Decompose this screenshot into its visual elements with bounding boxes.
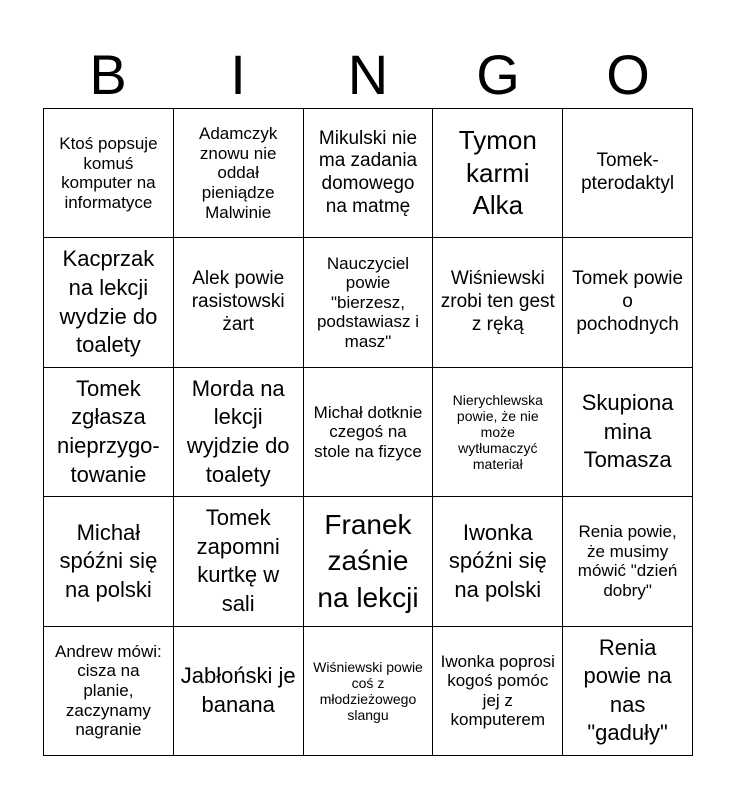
bingo-cell[interactable] — [174, 109, 304, 238]
bingo-cell[interactable] — [304, 627, 434, 756]
bingo-cell-text: Wiśniewski powie coś z młodzieżowego slangu — [313, 658, 423, 723]
bingo-cell[interactable] — [433, 627, 563, 756]
bingo-cell-text: Skupiona mina Tomasza — [581, 390, 674, 473]
bingo-cell-text: Iwonka poprosi kogoś pomóc jej z komputerem — [440, 651, 555, 730]
bingo-cell-text: Michał dotknie czegoś na stole na fizyce — [313, 402, 423, 461]
bingo-cell[interactable] — [433, 238, 563, 367]
header-letter-i: I — [230, 43, 246, 106]
bingo-cell-text: Tymon karmi Alka — [458, 125, 537, 221]
bingo-cell[interactable] — [433, 368, 563, 497]
bingo-cell[interactable] — [563, 109, 693, 238]
bingo-cell-text: Tomek-pterodaktyl — [581, 150, 675, 195]
header-letter-o: O — [606, 43, 650, 106]
bingo-cell-text: Morda na lekcji wyjdzie do toalety — [186, 375, 290, 487]
bingo-cell-text: Michał spóźni się na polski — [59, 519, 158, 602]
bingo-cell-text: Renia powie, że musimy mówić "dzień dobry" — [577, 522, 678, 600]
bingo-cell[interactable] — [304, 497, 434, 626]
bingo-cell[interactable] — [174, 497, 304, 626]
bingo-header — [43, 42, 693, 108]
bingo-cell-text: Mikulski nie ma zadania domowego na matmę — [318, 127, 418, 217]
bingo-cell[interactable] — [563, 238, 693, 367]
bingo-cell-text: Andrew mówi: cisza na planie, zaczynamy nagranie — [55, 641, 162, 740]
header-letter-b: B — [89, 43, 127, 106]
bingo-cell[interactable] — [44, 238, 174, 367]
bingo-cell-text: Wiśniewski zrobi ten gest z ręką — [440, 268, 555, 335]
bingo-cell[interactable] — [433, 109, 563, 238]
bingo-cell-text: Jabłoński je banana — [180, 663, 296, 717]
bingo-cell-text: Tomek powie o pochodnych — [572, 268, 684, 335]
bingo-cell-text: Iwonka spóźni się na polski — [448, 519, 547, 602]
bingo-cell[interactable] — [563, 627, 693, 756]
bingo-cell-text: Nauczyciel powie "bierzesz, podstawiasz i masz" — [316, 253, 420, 351]
bingo-cell[interactable] — [433, 497, 563, 626]
header-letter-n: N — [347, 43, 389, 106]
bingo-cell[interactable] — [44, 368, 174, 497]
bingo-cell[interactable] — [174, 238, 304, 367]
bingo-grid — [43, 108, 693, 756]
bingo-cell-text: Ktoś popsuje komuś komputer na informatyce — [59, 134, 158, 212]
bingo-cell[interactable] — [174, 368, 304, 497]
bingo-cell-text: Nierychlewska powie, że nie może wytłumaczyć materiał — [452, 391, 543, 473]
bingo-cell[interactable] — [44, 497, 174, 626]
bingo-cell-text: Adamczyk znowu nie oddał pieniądze Malwinie — [198, 124, 278, 222]
bingo-cell[interactable] — [44, 627, 174, 756]
bingo-cell-text: Alek powie rasistowski żart — [191, 268, 285, 335]
bingo-cell-text: Kacprzak na lekcji wydzie do toalety — [59, 246, 158, 358]
bingo-cell[interactable] — [563, 497, 693, 626]
bingo-cell-text: Renia powie na nas "gaduły" — [583, 634, 672, 746]
header-letter-g: G — [476, 43, 520, 106]
bingo-cell[interactable] — [304, 238, 434, 367]
bingo-cell[interactable] — [304, 368, 434, 497]
bingo-cell-text: Franek zaśnie na lekcji — [317, 508, 419, 613]
bingo-cell[interactable] — [174, 627, 304, 756]
bingo-cell[interactable] — [304, 109, 434, 238]
bingo-cell[interactable] — [44, 109, 174, 238]
bingo-cell-text: Tomek zapomni kurtkę w sali — [196, 505, 280, 616]
bingo-cell[interactable] — [563, 368, 693, 497]
bingo-cell-text: Tomek zgłasza nieprzygo-towanie — [57, 375, 160, 487]
